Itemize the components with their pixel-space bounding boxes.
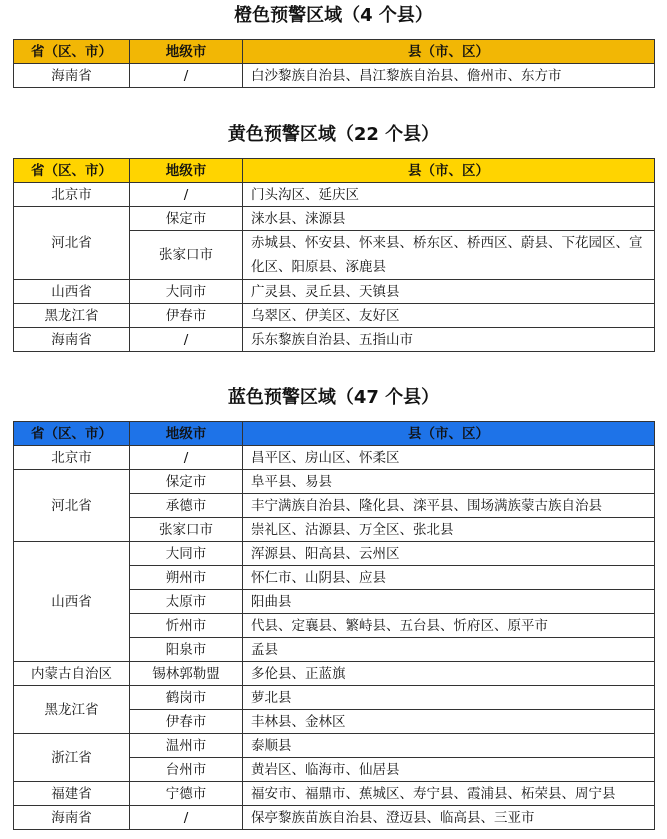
yellow-warning-title: 黄色预警区域（22 个县）	[227, 124, 440, 145]
city-cell: 宁德市	[130, 782, 243, 806]
yellow-warning-table	[13, 158, 655, 352]
table-row	[14, 207, 655, 231]
county-cell: 乌翠区、伊美区、友好区	[243, 304, 655, 328]
county-cell: 阜平县、易县	[243, 470, 655, 494]
county-cell: 白沙黎族自治县、昌江黎族自治县、儋州市、东方市	[243, 64, 655, 88]
city-cell: 鹤岗市	[130, 686, 243, 710]
city-cell: 承德市	[130, 494, 243, 518]
county-cell: 代县、定襄县、繁峙县、五台县、忻府区、原平市	[243, 614, 655, 638]
table-row	[14, 446, 655, 470]
province-cell: 海南省	[14, 64, 130, 88]
table-row	[14, 734, 655, 758]
city-cell: 张家口市	[130, 231, 243, 280]
table-header-row	[14, 40, 655, 64]
city-cell: 大同市	[130, 542, 243, 566]
province-cell: 浙江省	[14, 734, 130, 782]
city-cell: 大同市	[130, 280, 243, 304]
county-cell: 福安市、福鼎市、蕉城区、寿宁县、霞浦县、柘荣县、周宁县	[243, 782, 655, 806]
province-cell: 河北省	[14, 470, 130, 542]
county-cell: 丰林县、金林区	[243, 710, 655, 734]
city-cell: 伊春市	[130, 710, 243, 734]
county-cell: 黄岩区、临海市、仙居县	[243, 758, 655, 782]
province-cell: 福建省	[14, 782, 130, 806]
county-cell: 丰宁满族自治县、隆化县、滦平县、围场满族蒙古族自治县	[243, 494, 655, 518]
orange-warning-table	[13, 39, 655, 88]
city-cell: 忻州市	[130, 614, 243, 638]
county-cell: 多伦县、正蓝旗	[243, 662, 655, 686]
header-county: 县（市、区）	[243, 159, 655, 183]
header-county: 县（市、区）	[243, 40, 655, 64]
county-cell: 涞水县、涞源县	[243, 207, 655, 231]
city-cell: 太原市	[130, 590, 243, 614]
city-cell: 张家口市	[130, 518, 243, 542]
city-cell: 锡林郭勒盟	[130, 662, 243, 686]
header-province: 省（区、市）	[14, 422, 130, 446]
county-cell: 萝北县	[243, 686, 655, 710]
table-row	[14, 304, 655, 328]
table-row	[14, 806, 655, 830]
county-cell: 乐东黎族自治县、五指山市	[243, 328, 655, 352]
header-city: 地级市	[130, 40, 243, 64]
header-city: 地级市	[130, 422, 243, 446]
header-city: 地级市	[130, 159, 243, 183]
header-county: 县（市、区）	[243, 422, 655, 446]
city-cell: 保定市	[130, 470, 243, 494]
county-cell: 门头沟区、延庆区	[243, 183, 655, 207]
header-province: 省（区、市）	[14, 40, 130, 64]
county-cell: 阳曲县	[243, 590, 655, 614]
table-row	[14, 470, 655, 494]
county-cell: 广灵县、灵丘县、天镇县	[243, 280, 655, 304]
table-header-row	[14, 159, 655, 183]
province-cell: 海南省	[14, 328, 130, 352]
city-cell: /	[130, 806, 243, 830]
city-cell: 朔州市	[130, 566, 243, 590]
city-cell: /	[130, 328, 243, 352]
county-cell: 浑源县、阳高县、云州区	[243, 542, 655, 566]
city-cell: /	[130, 183, 243, 207]
county-cell: 孟县	[243, 638, 655, 662]
province-cell: 河北省	[14, 207, 130, 280]
table-row	[14, 183, 655, 207]
province-cell: 北京市	[14, 446, 130, 470]
province-cell: 黑龙江省	[14, 304, 130, 328]
orange-warning-title: 橙色预警区域（4 个县）	[234, 5, 433, 26]
blue-warning-table	[13, 421, 655, 830]
table-row	[14, 280, 655, 304]
city-cell: /	[130, 64, 243, 88]
blue-warning-title: 蓝色预警区域（47 个县）	[227, 387, 440, 408]
table-row	[14, 542, 655, 566]
table-row	[14, 328, 655, 352]
city-cell: 阳泉市	[130, 638, 243, 662]
city-cell: 保定市	[130, 207, 243, 231]
table-row	[14, 662, 655, 686]
table-header-row	[14, 422, 655, 446]
county-cell: 怀仁市、山阴县、应县	[243, 566, 655, 590]
province-cell: 黑龙江省	[14, 686, 130, 734]
city-cell: /	[130, 446, 243, 470]
city-cell: 伊春市	[130, 304, 243, 328]
province-cell: 海南省	[14, 806, 130, 830]
province-cell: 山西省	[14, 280, 130, 304]
province-cell: 内蒙古自治区	[14, 662, 130, 686]
county-cell: 泰顺县	[243, 734, 655, 758]
table-row	[14, 64, 655, 88]
county-cell: 赤城县、怀安县、怀来县、桥东区、桥西区、蔚县、下花园区、宣化区、阳原县、涿鹿县	[243, 231, 655, 280]
table-row	[14, 686, 655, 710]
table-row	[14, 782, 655, 806]
header-province: 省（区、市）	[14, 159, 130, 183]
county-cell: 昌平区、房山区、怀柔区	[243, 446, 655, 470]
city-cell: 温州市	[130, 734, 243, 758]
province-cell: 山西省	[14, 542, 130, 662]
county-cell: 保亭黎族苗族自治县、澄迈县、临高县、三亚市	[243, 806, 655, 830]
city-cell: 台州市	[130, 758, 243, 782]
county-cell: 崇礼区、沽源县、万全区、张北县	[243, 518, 655, 542]
province-cell: 北京市	[14, 183, 130, 207]
